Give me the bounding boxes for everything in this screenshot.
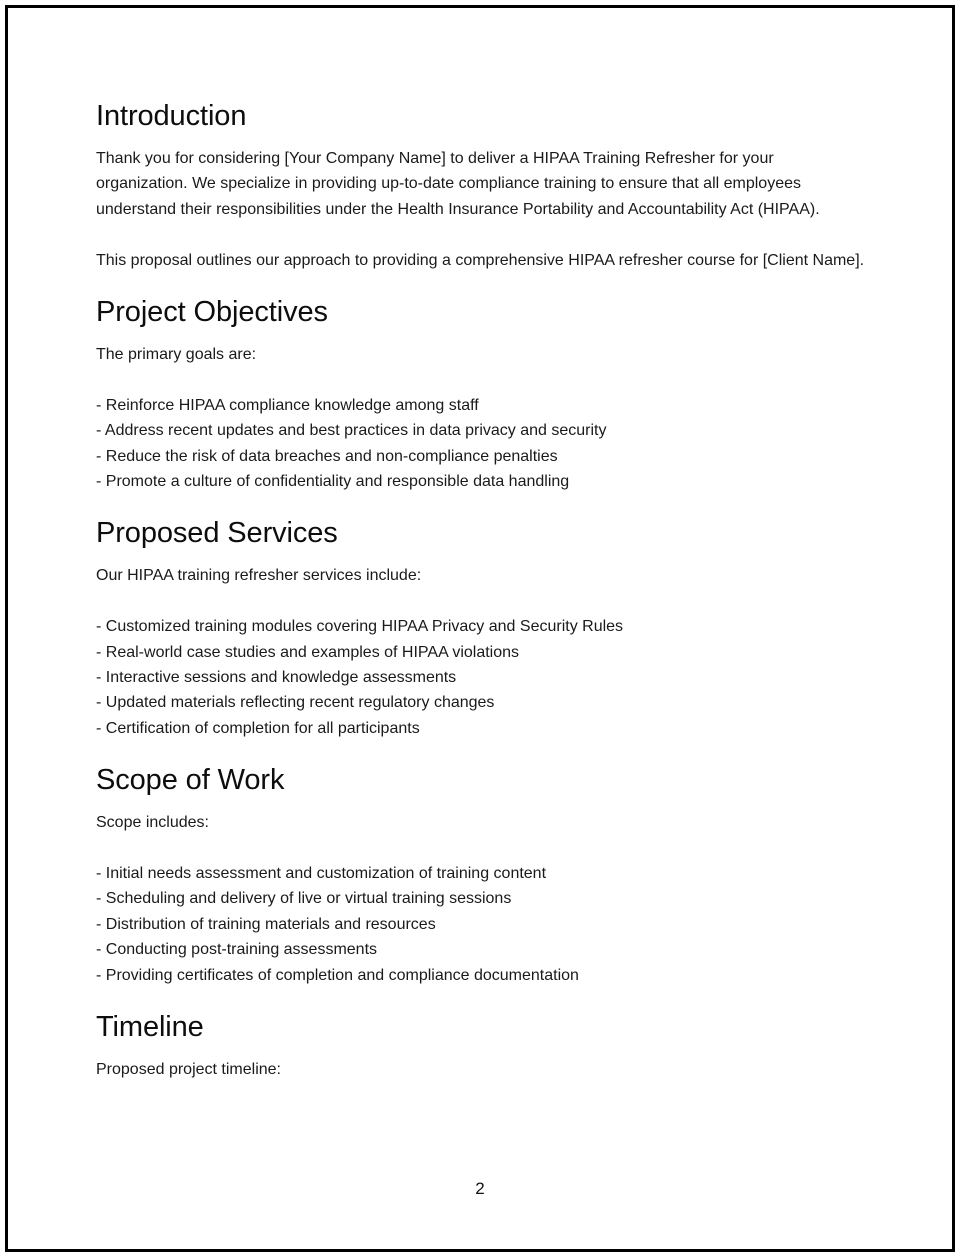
introduction-paragraph-2: This proposal outlines our approach to providing a comprehensive HIPAA refresher course for [Client Name]. [96, 251, 865, 269]
list-item: - Interactive sessions and knowledge assessments [96, 669, 457, 687]
objectives-intro: The primary goals are: [96, 346, 257, 364]
document-body [96, 96, 866, 1083]
introduction-heading: Introduction [96, 100, 247, 132]
list-item: - Scheduling and delivery of live or virtual training sessions [96, 890, 512, 908]
scope-intro: Scope includes: [96, 814, 209, 832]
list-item: - Promote a culture of confidentiality and responsible data handling [96, 473, 570, 491]
list-item: - Reinforce HIPAA compliance knowledge among staff [96, 396, 479, 414]
list-item: - Reduce the risk of data breaches and non-compliance penalties [96, 447, 558, 465]
list-item: - Initial needs assessment and customization of training content [96, 865, 547, 883]
list-item: - Updated materials reflecting recent regulatory changes [96, 694, 495, 712]
introduction-paragraph-1: Thank you for considering [Your Company Name] to deliver a HIPAA Training Refresher for your organization. We specialize in providing up-to-date compliance training to ensure that all employees understand their responsibilities under the Health Insurance Portability and Accountability Act (HIPAA). [96, 150, 820, 218]
scope-heading: Scope of Work [96, 764, 285, 797]
list-item: - Distribution of training materials and resources [96, 915, 436, 933]
section-timeline [96, 1007, 866, 1082]
section-project-objectives [96, 292, 866, 494]
section-scope-of-work [96, 760, 866, 988]
timeline-intro: Proposed project timeline: [96, 1061, 281, 1079]
list-item: - Conducting post-training assessments [96, 941, 378, 959]
timeline-heading: Timeline [96, 1011, 204, 1044]
section-introduction [96, 96, 866, 273]
scope-list [96, 861, 866, 988]
list-item: - Real-world case studies and examples of HIPAA violations [96, 643, 520, 661]
objectives-heading: Project Objectives [96, 296, 328, 329]
section-proposed-services [96, 513, 866, 741]
services-list [96, 614, 866, 741]
objectives-list [96, 393, 866, 495]
services-intro: Our HIPAA training refresher services include: [96, 567, 422, 585]
page-number: 2 [475, 1179, 485, 1198]
services-heading: Proposed Services [96, 517, 338, 550]
list-item: - Address recent updates and best practices in data privacy and security [96, 422, 607, 440]
list-item: - Providing certificates of completion and compliance documentation [96, 966, 579, 984]
list-item: - Customized training modules covering HIPAA Privacy and Security Rules [96, 618, 624, 636]
list-item: - Certification of completion for all participants [96, 719, 420, 737]
